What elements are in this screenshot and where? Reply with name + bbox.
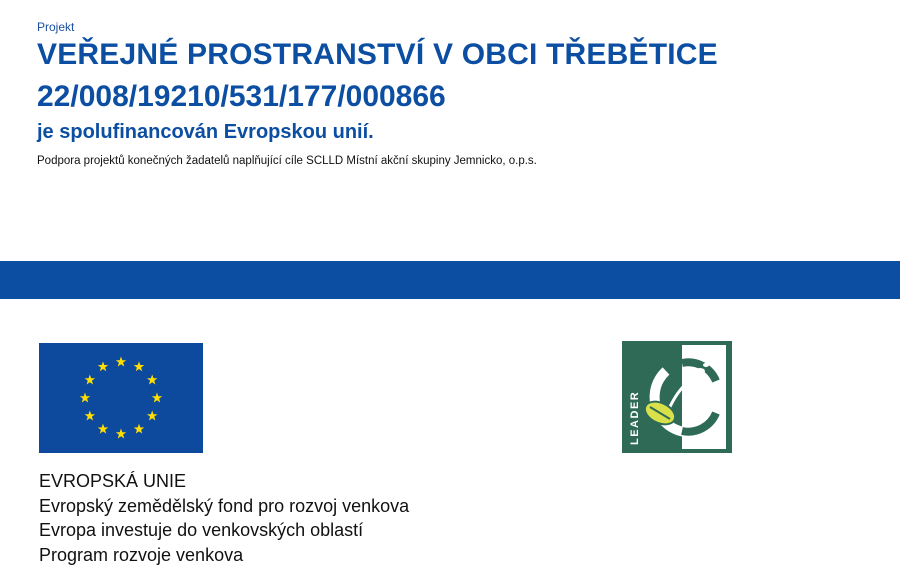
eu-line-program: Program rozvoje venkova	[39, 544, 244, 565]
eu-line-fund: Evropský zemědělský fond pro rozvoj venkova	[39, 495, 410, 516]
cofinancing-text: je spolufinancován Evropskou unií.	[37, 121, 374, 143]
eu-text-block	[39, 469, 409, 567]
eu-flag-icon	[39, 343, 203, 453]
project-code: 22/008/19210/531/177/000866	[37, 80, 446, 113]
project-label: Projekt	[37, 20, 75, 34]
eu-line-union: EVROPSKÁ UNIE	[39, 471, 187, 491]
project-title: VEŘEJNÉ PROSTRANSTVÍ V OBCI TŘEBĚTICE	[37, 38, 718, 71]
support-text: Podpora projektů konečných žadatelů naplňující cíle SCLLD Místní akční skupiny Jemnicko, o.p.s.	[37, 155, 537, 167]
leader-logo-text: LEADER	[629, 390, 641, 445]
leader-logo-icon	[622, 341, 732, 453]
eu-line-invest: Evropa investuje do venkovských oblastí	[39, 520, 364, 540]
blue-divider-band	[0, 261, 900, 299]
